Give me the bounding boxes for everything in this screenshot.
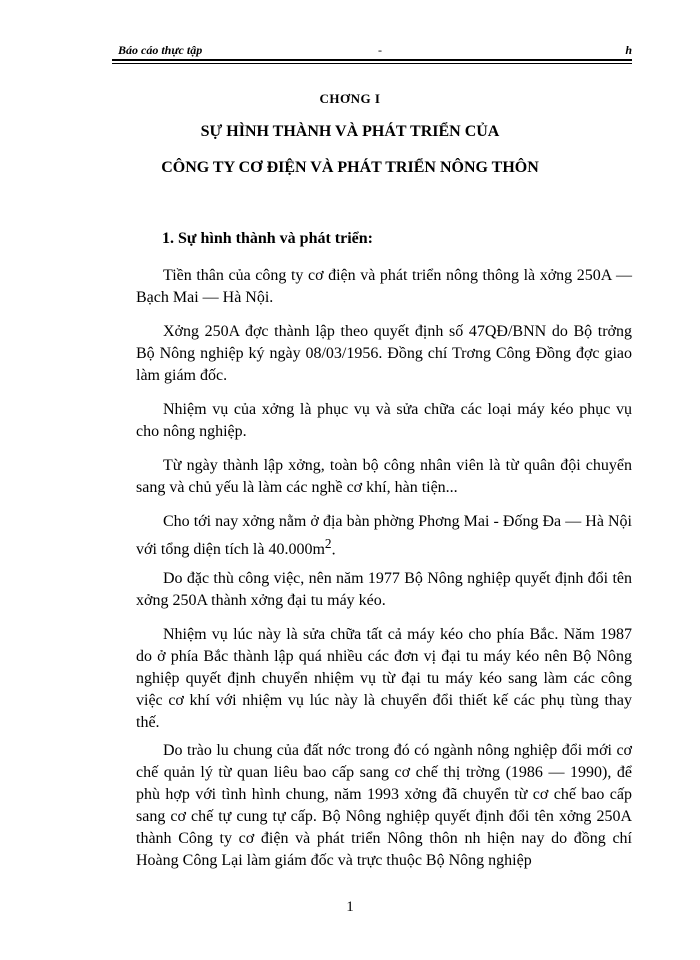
- page-header: [112, 38, 632, 60]
- paragraph: [136, 511, 632, 561]
- area-suffix: .: [331, 541, 336, 559]
- paragraph-text: Do đặc thù công việc, nên năm 1977 Bộ Nông nghiệp quyết định đổi tên xởng 250A thành xởng đại tu máy kéo.: [136, 570, 632, 609]
- header-rule-thick: [112, 59, 632, 61]
- paragraph: [136, 455, 632, 499]
- paragraph-text: Cho tới nay xởng nằm ở địa bàn phờng Phơng Mai - Đống Đa — Hà Nội với tổng diện tích là 40.000m: [136, 513, 632, 559]
- paragraph-text: Tiền thân của công ty cơ điện và phát triển nông thông là xởng 250A — Bạch Mai — Hà Nội.: [136, 267, 632, 306]
- paragraph-text: Từ ngày thành lập xởng, toàn bộ công nhân viên là từ quân đội chuyển sang và chủ yếu là làm các nghề cơ khí, hàn tiện...: [136, 457, 632, 496]
- paragraph-text: Do trào lu chung của đất nớc trong đó có ngành nông nghiệp đổi mới cơ chế quản lý từ quan liêu bao cấp sang cơ chế thị trờng (1986 — 1990), để phù hợp với tình hình chung, năm 1993 xởng đã chuyển từ cơ chế bao cấp sang cơ chế tự cung tự cấp. Bộ Nông nghiệp quyết định đổi tên xởng 250A thành Công ty cơ điện và phát triển Nông thôn nh hiện nay do đồng chí Hoàng Công Lại làm giám đốc và trực thuộc Bộ Nông nghiệp: [136, 742, 632, 869]
- chapter-title-line-1: SỰ HÌNH THÀNH VÀ PHÁT TRIỂN CỦA: [200, 123, 500, 140]
- paragraph: [136, 399, 632, 443]
- paragraph: [136, 740, 632, 872]
- area-superscript: 2: [324, 536, 332, 551]
- paragraph: [136, 568, 632, 612]
- paragraph-text: Nhiệm vụ của xởng là phục vụ và sửa chữa các loại máy kéo phục vụ cho nông nghiệp.: [136, 401, 632, 440]
- paragraph-text: Nhiệm vụ lúc này là sửa chữa tất cả máy kéo cho phía Bắc. Năm 1987 do ở phía Bắc thành lập quá nhiều các đơn vị đại tu máy kéo nên Bộ Nông nghiệp quyết định chuyển nhiệm vụ từ đại tu máy kéo sang làm các công việc cơ khí với nhiệm vụ lúc này là chuyển đổi thiết kế các phụ tùng thay thế.: [136, 626, 632, 731]
- header-title: Báo cáo thực tập: [118, 43, 203, 57]
- paragraph: [136, 624, 632, 734]
- chapter-label: CHƠNG I: [319, 91, 381, 106]
- paragraph: [136, 321, 632, 387]
- section-heading: 1. Sự hình thành và phát triển:: [162, 230, 373, 247]
- header-right-mark: h: [625, 43, 632, 57]
- paragraph: [136, 265, 632, 309]
- page-number: 1: [346, 899, 354, 915]
- chapter-title-line-2: CÔNG TY CƠ ĐIỆN VÀ PHÁT TRIỂN NÔNG THÔN: [161, 159, 539, 176]
- header-separator: -: [378, 43, 382, 57]
- header-rule-thin: [112, 63, 632, 64]
- paragraph-text: Xởng 250A đợc thành lập theo quyết định số 47QĐ/BNN do Bộ trởng Bộ Nông nghiệp ký ngày 08/03/1956. Đồng chí Trơng Công Đồng đợc giao làm giám đốc.: [136, 323, 632, 384]
